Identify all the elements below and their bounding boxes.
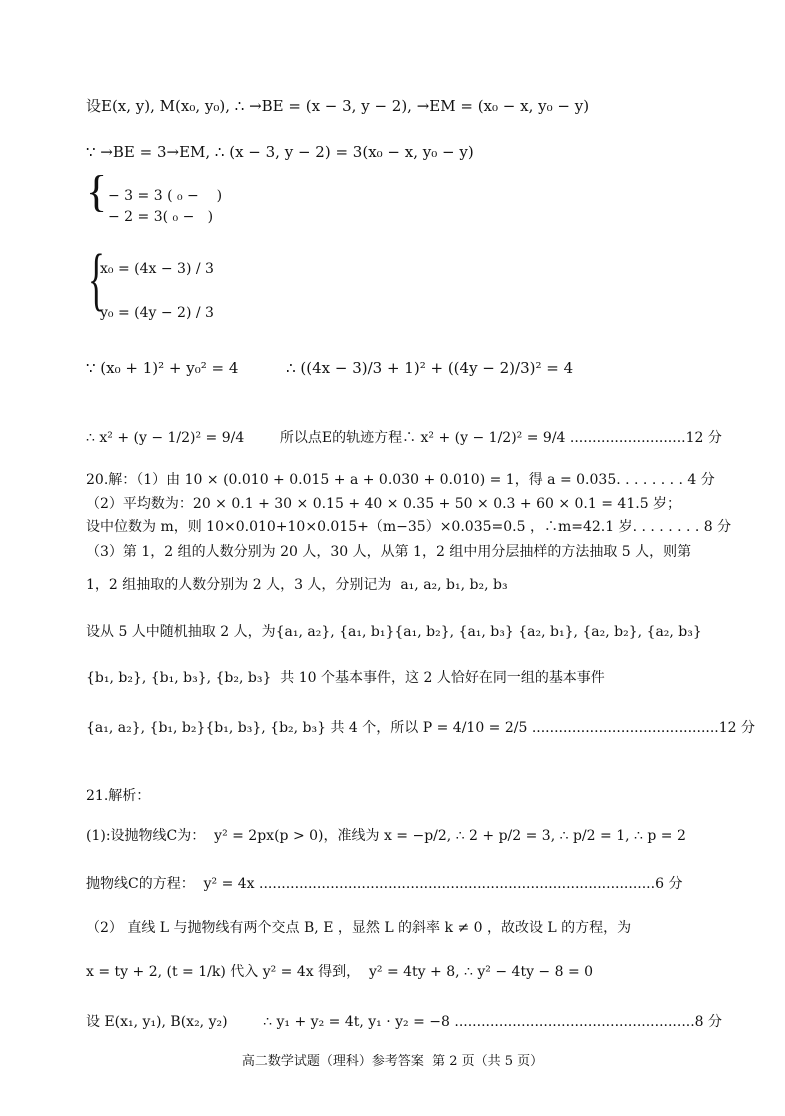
q20-sample-space-2: {b₁, b₂}, {b₁, b₃}, {b₂, b₃} 共 10 个基本事件，这 2 人恰好在同一组的基本事件 [86,670,605,686]
q20-part1: 20.解：（1）由 10 × (0.010 + 0.015 + a + 0.030 + 0.010) = 1，得 a = 0.035. . . . . . . . 4 分 [86,472,715,488]
q21-part2-line-intro: （2） 直线 L 与抛物线有两个交点 B, E ，显然 L 的斜率 k ≠ 0 ，故改设 L 的方程，为 [86,920,632,936]
q21-title: 21.解析： [86,788,151,804]
q21-part2-vieta: 设 E(x₁, y₁), B(x₂, y₂) ∴ y₁ + y₂ = 4t, y₁ · y₂ = −8 ......................................................8 分 [86,1014,723,1030]
q19-system2-y0: y₀ = (4y − 2) / 3 [100,305,214,321]
q19-trajectory-result: ∴ x² + (y − 1/2)² = 9/4 所以点E的轨迹方程∴ x² + (y − 1/2)² = 9/4 ..........................12 分 [86,430,722,446]
q19-circle-substitution: ∵ (x₀ + 1)² + y₀² = 4 ∴ ((4x − 3)/3 + 1)² + ((4y − 2)/3)² = 4 [86,359,574,377]
q19-system1-row2: − 2 = 3( ₀ − ) [108,209,214,225]
q19-system2-x0: x₀ = (4x − 3) / 3 [100,261,214,277]
system-brace-2: { [88,241,105,318]
q20-part3-intro: （3）第 1，2 组的人数分别为 20 人，30 人，从第 1，2 组中用分层抽样的方法抽取 5 人，则第 [86,544,692,560]
q21-part1-equation: 抛物线C的方程： y² = 4x .........................................................................................6 分 [86,876,683,892]
q19-system1-row1: − 3 = 3 ( ₀ − ) [108,188,223,204]
q20-part2-median: 设中位数为 m，则 10×0.010+10×0.015+（m−35）×0.035=0.5 ，∴m=42.1 岁. . . . . . . . 8 分 [86,519,732,535]
page-footer: 高二数学试题（理科）参考答案 第 2 页（共 5 页） [241,1054,544,1069]
q21-part2-substitution: x = ty + 2, (t = 1/k) 代入 y² = 4x 得到， y² = 4ty + 8, ∴ y² − 4ty − 8 = 0 [86,964,594,980]
q20-probability: {a₁, a₂}, {b₁, b₂}{b₁, b₃}, {b₂, b₃} 共 4 个，所以 P = 4/10 = 2/5 ..........................................12 分 [86,720,756,736]
q20-sample-space-1: 设从 5 人中随机抽取 2 人，为{a₁, a₂}, {a₁, b₁}{a₁, b₂}, {a₁, b₃} {a₂, b₁}, {a₂, b₂}, {a₂, b₃} [86,624,702,640]
q19-vector-setup: 设E(x, y), M(x₀, y₀), ∴ →BE = (x − 3, y − 2), →EM = (x₀ − x, y₀ − y) [86,97,590,115]
q20-part3-labels: 1，2 组抽取的人数分别为 2 人，3 人，分别记为 a₁, a₂, b₁, b₂, b₃ [86,577,508,593]
q20-part2-mean: （2）平均数为：20 × 0.1 + 30 × 0.15 + 40 × 0.35 + 50 × 0.3 + 60 × 0.1 = 41.5 岁； [86,496,682,512]
q19-vector-equation: ∵ →BE = 3→EM, ∴ (x − 3, y − 2) = 3(x₀ − x, y₀ − y) [86,143,474,161]
q21-part1-directrix: (1):设抛物线C为： y² = 2px(p > 0)，准线为 x = −p/2, ∴ 2 + p/2 = 3, ∴ p/2 = 1, ∴ p = 2 [86,828,686,844]
system-brace-1: { [86,167,108,216]
